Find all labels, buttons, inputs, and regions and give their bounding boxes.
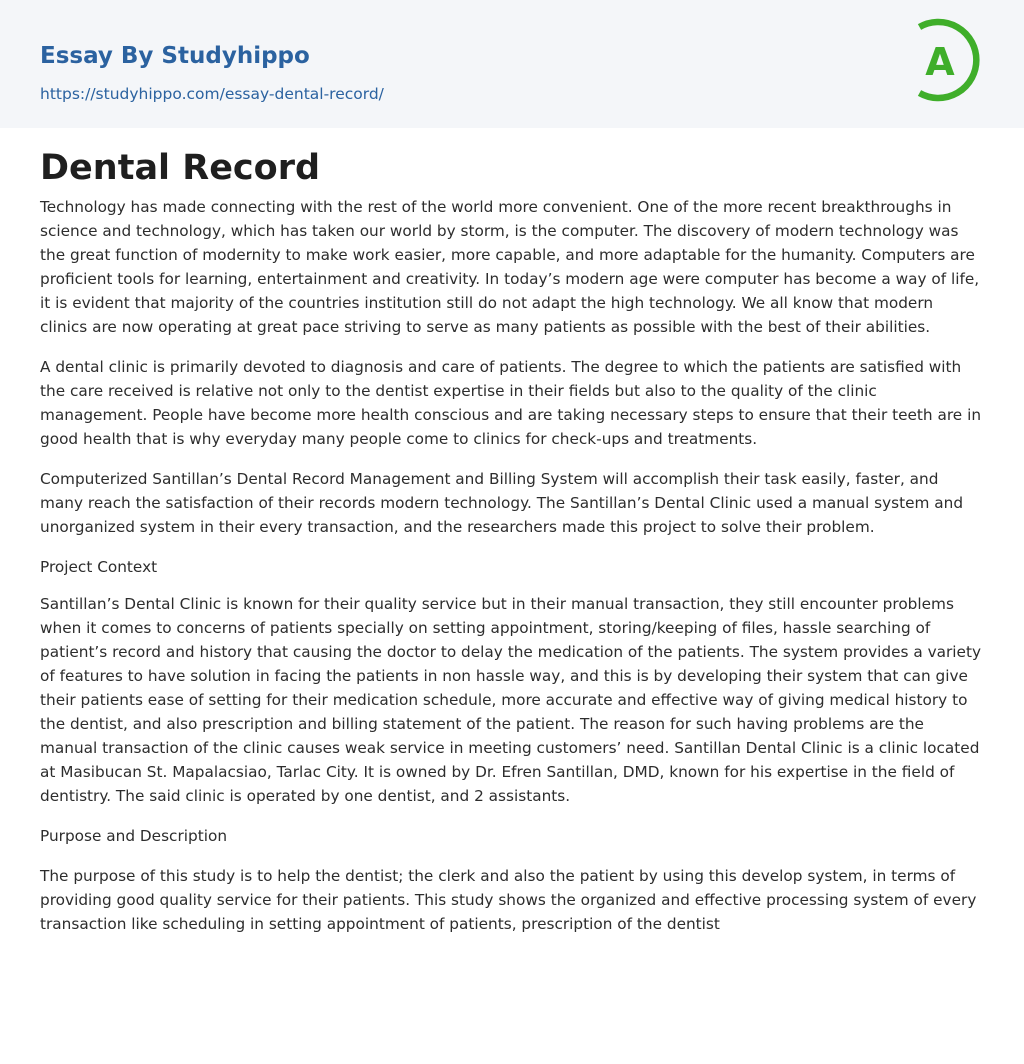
section-heading-project-context: Project Context — [40, 558, 158, 576]
article-body — [0, 128, 1024, 936]
article-paragraph: Technology has made connecting with the rest of the world more convenient. One of the more recent breakthroughs in science and technology, which has taken our world by storm, is the computer. The discovery of modern technology was the great function of modernity to make work easier, more capable, and more adaptable for the humanity. Computers are proficient tools for learning, entertainment and creativity. In today’s modern age were computer has become a way of life, it is evident that majority of the countries institution still do not adapt the high technology. We all know that modern clinics are now operating at great pace striving to serve as many patients as possible with the best of their abilities. — [40, 198, 980, 336]
article-paragraph: The purpose of this study is to help the dentist; the clerk and also the patient by using this develop system, in terms of providing good quality service for their patients. This study shows the organized and effective processing system of every transaction like scheduling in setting appointment of patients, prescription of the dentist — [40, 867, 977, 933]
section-heading-purpose-description: Purpose and Description — [40, 827, 228, 845]
site-header — [0, 0, 1024, 128]
article-url-link[interactable]: https://studyhippo.com/essay-dental-record/ — [40, 85, 384, 103]
studyhippo-logo-icon[interactable] — [910, 18, 988, 106]
page-title: Dental Record — [40, 148, 321, 188]
article-paragraph: A dental clinic is primarily devoted to diagnosis and care of patients. The degree to which the patients are satisfied with the care received is relative not only to the dentist expertise in their fields but also to the quality of the clinic management. People have become more health conscious and are taking necessary steps to ensure that their teeth are in good health that is why everyday many people come to clinics for check-ups and treatments. — [40, 358, 982, 448]
article-paragraph: Computerized Santillan’s Dental Record Management and Billing System will accomplish their task easily, faster, and many reach the satisfaction of their records modern technology. The Santillan’s Dental Clinic used a manual system and unorganized system in their every transaction, and the researchers made this project to solve their problem. — [40, 470, 964, 536]
logo-letter: A — [925, 40, 955, 84]
site-title[interactable]: Essay By Studyhippo — [40, 43, 310, 69]
article-paragraph: Santillan’s Dental Clinic is known for their quality service but in their manual transaction, they still encounter problems when it comes to concerns of patients specially on setting appointment, storing/keeping of files, hassle searching of patient’s record and history that causing the doctor to delay the medication of the patients. The system provides a variety of features to have solution in facing the patients in non hassle way, and this is by developing their system that can give their patients ease of setting for their medication schedule, more accurate and effective way of giving medical history to the dentist, and also prescription and billing statement of the patient. The reason for such having problems are the manual transaction of the clinic causes weak service in meeting customers’ need. Santillan Dental Clinic is a clinic located at Masibucan St. Mapalacsiao, Tarlac City. It is owned by Dr. Efren Santillan, DMD, known for his expertise in the field of dentistry. The said clinic is operated by one dentist, and 2 assistants. — [40, 595, 982, 805]
